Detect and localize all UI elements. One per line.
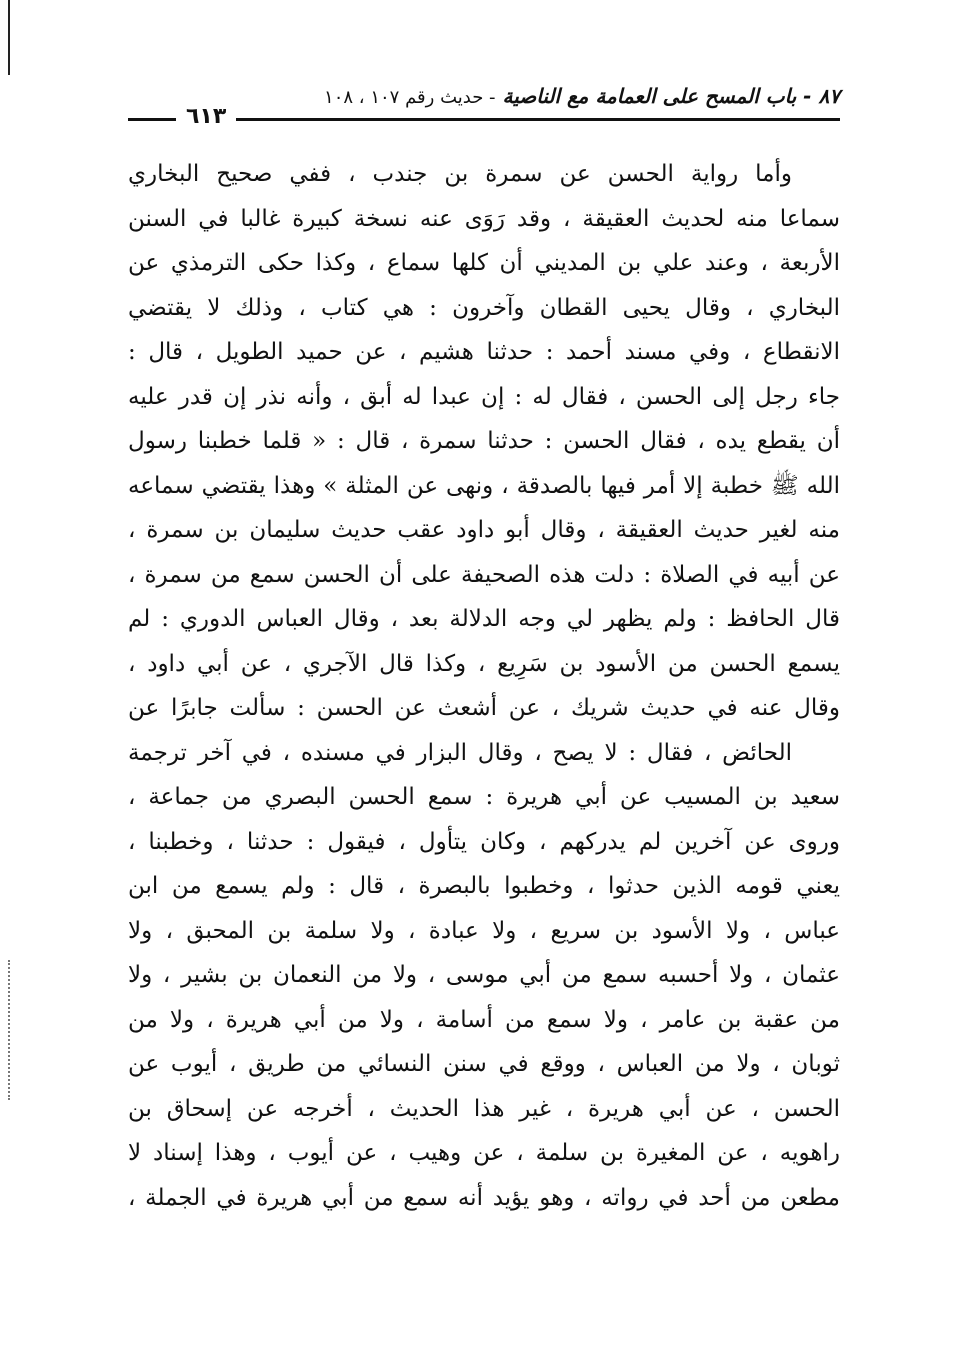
text-line: عثمان ، ولا أحسبه سمع من أبي موسى ، ولا من النعمان بن بشير ، ولا <box>128 962 840 988</box>
text-line: الانقطاع ، وفي مسند أحمد : حدثنا هشيم ، عن حميد الطويل ، قال : <box>128 339 840 365</box>
page-edge-rule <box>8 0 10 75</box>
text-line: منه لغير حديث العقيقة ، وقال أبو داود عقب حديث سليمان بن سمرة ، <box>128 517 840 543</box>
text-line: يعني قومه الذين حدثوا ، وخطبوا بالبصرة ، قال : ولم يسمع من ابن <box>128 873 840 899</box>
text-line: وأما رواية الحسن عن سمرة بن جندب ، ففي صحيح البخاري <box>128 161 792 187</box>
chapter-number: ٨٧ <box>818 84 840 108</box>
text-line: الأربعة ، وعند علي بن المديني أن كلها سماع ، وكذا حكى الترمذي عن <box>128 250 840 276</box>
header-title <box>324 84 840 108</box>
page-number: ٦١٣ <box>176 102 236 132</box>
text-line: قال الحافظ : ولم يظهر لي وجه الدلالة بعد ، وقال العباس الدوري : لم <box>128 606 840 632</box>
text-line: أن يقطع يده ، فقال الحسن : حدثنا سمرة ، قال : « قلما خطبنا رسول <box>128 428 840 454</box>
text-line: سعيد بن المسيب عن أبي هريرة : سمع الحسن البصري من جماعة ، <box>128 784 840 810</box>
text-line: الحائض ، فقال : لا يصح ، وقال البزار في مسنده ، في آخر ترجمة <box>128 739 792 766</box>
text-line: من عقبة بن عامر ، ولا سمع من أسامة ، ولا من أبي هريرة ، ولا من <box>128 1006 840 1033</box>
text-line: راهويه ، عن المغيرة بن سلمة ، عن وهيب ، عن أيوب ، وهذا إسناد لا <box>128 1140 840 1166</box>
text-line: عن أبيه في الصلاة : دلت هذه الصحيفة على أن الحسن سمع من سمرة ، <box>128 561 840 588</box>
text-line: مطعن من أحد في رواته ، وهو يؤيد أنه سمع من أبي هريرة في الجملة ، <box>128 1184 840 1211</box>
text-line: الحسن ، عن أبي هريرة ، غير هذا الحديث ، أخرجه عن إسحاق بن <box>128 1095 840 1122</box>
page-edge-dotted-rule <box>8 960 10 1100</box>
body-text <box>128 152 840 1220</box>
hadith-reference: - حديث رقم ١٠٧ ، ١٠٨ <box>324 87 496 108</box>
chapter-title: - باب المسح على العمامة مع الناصية <box>502 84 812 108</box>
text-line: سماعا منه لحديث العقيقة ، وقد رَوَى عنه نسخة كبيرة غالبا في السنن <box>128 205 840 232</box>
text-line: وروى عن آخرين لم يدركهم ، وكان يتأول ، فيقول : حدثنا ، وخطبنا ، <box>128 828 840 855</box>
text-line: الله ﷺ خطبة إلا أمر فيها بالصدقة ، ونهى عن المثلة » وهذا يقتضي سماعه <box>128 472 840 499</box>
text-line: ثوبان ، ولا من العباس ، ووقع في سنن النسائي من طريق ، أيوب عن <box>128 1051 840 1077</box>
text-line: وقال عنه في حديث شريك ، عن أشعث عن الحسن : سألت جابرًا عن <box>128 695 840 721</box>
text-line: البخاري ، وقال يحيى القطان وآخرون : هي كتاب ، وذلك لا يقتضي <box>128 294 840 321</box>
text-line: جاء رجل إلى الحسن ، فقال له : إن عبدا له أبق ، وأنه نذر إن قدر عليه <box>128 383 840 410</box>
text-line: يسمع الحسن من الأسود بن سَرِيع ، وكذا قال الآجري ، عن أبي داود ، <box>128 650 840 677</box>
text-line: عباس ، ولا الأسود بن سريع ، ولا عبادة ، ولا سلمة بن المحبق ، ولا <box>128 917 840 944</box>
running-header <box>128 78 840 130</box>
